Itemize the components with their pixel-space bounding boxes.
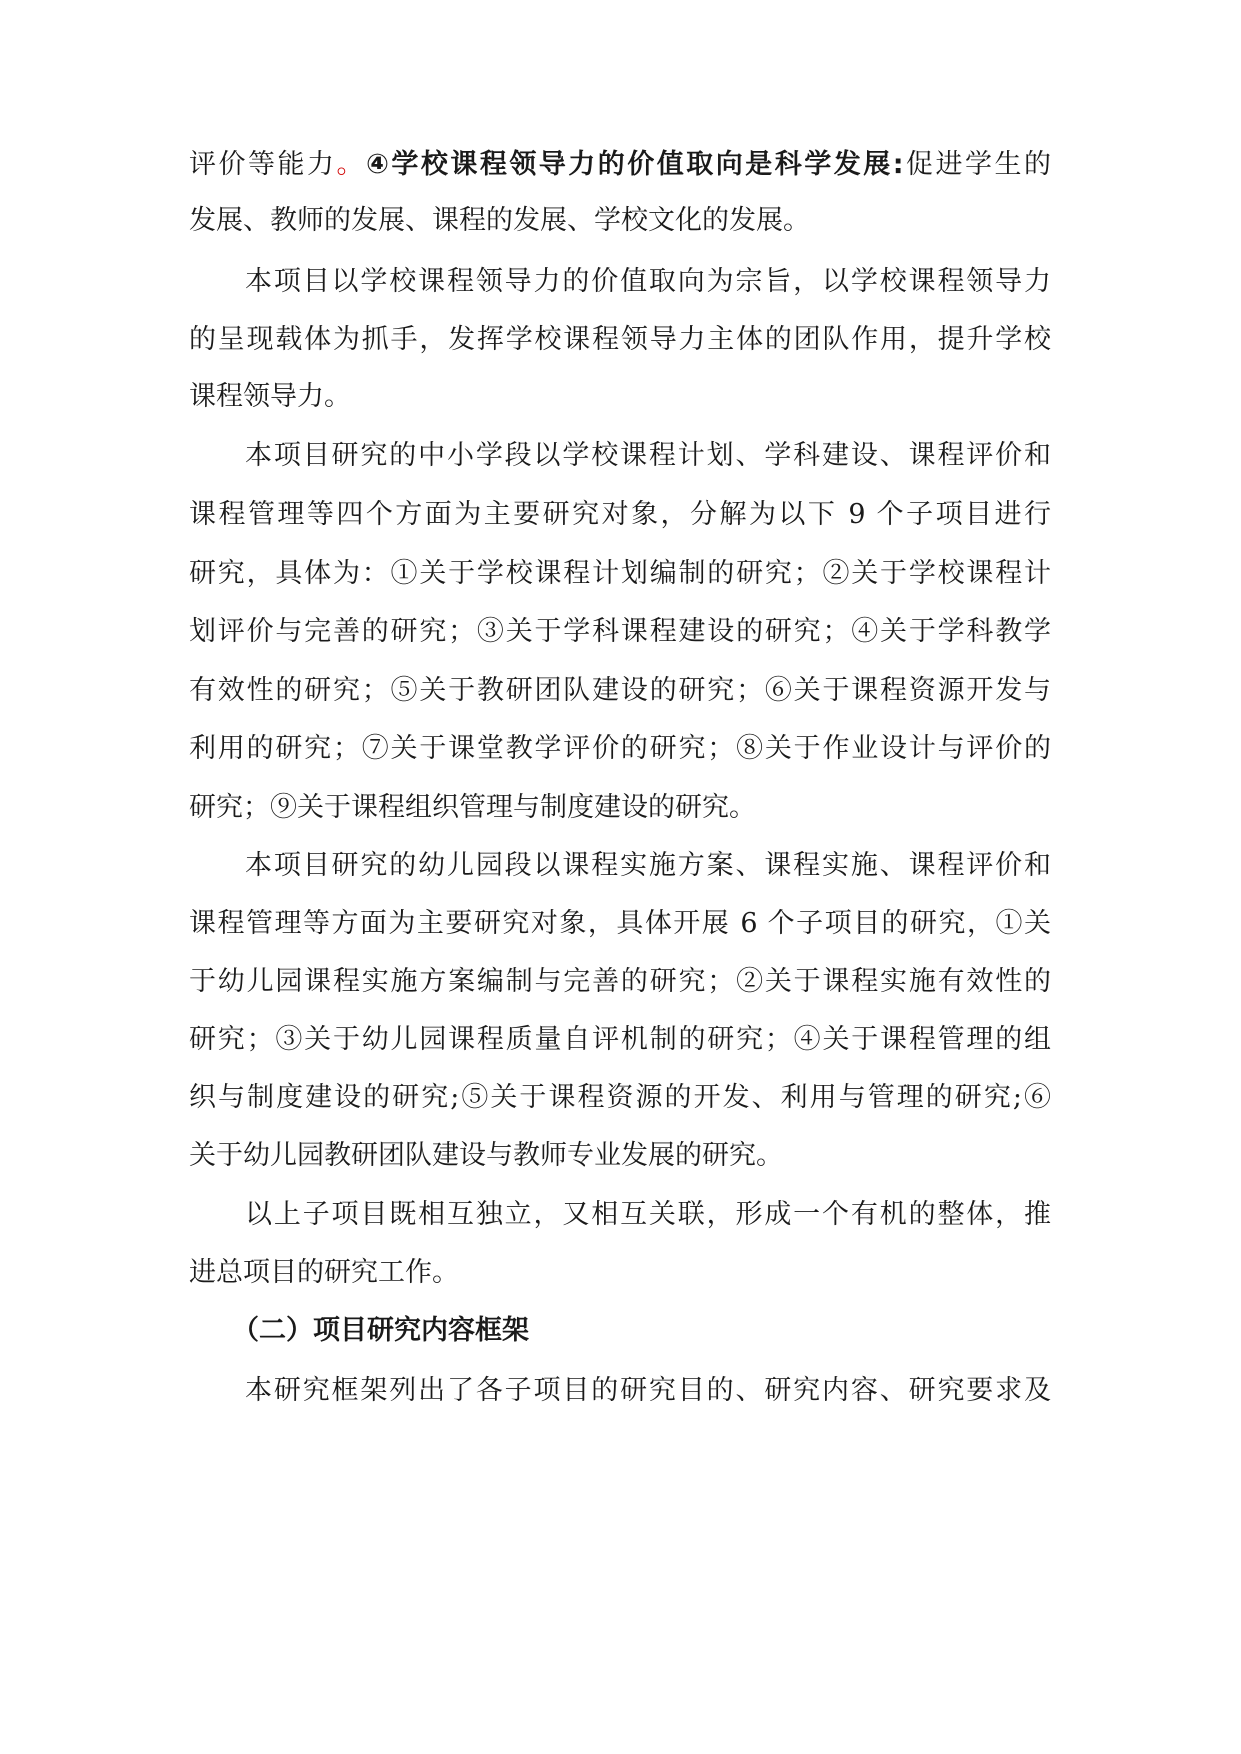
paragraph-2-line-1: 本项目以学校课程领导力的价值取向为宗旨，以学校课程领导力 xyxy=(245,266,1051,297)
text-run: 评价等能力 xyxy=(189,149,337,180)
paragraph-3-line-7: 研究；⑨关于课程组织管理与制度建设的研究。 xyxy=(189,792,756,823)
paragraph-3-line-2: 课程管理等四个方面为主要研究对象，分解为以下 9 个子项目进行 xyxy=(189,499,1051,530)
paragraph-1-line-1 xyxy=(189,141,1051,189)
paragraph-4-line-1: 本项目研究的幼儿园段以课程实施方案、课程实施、课程评价和 xyxy=(245,850,1051,881)
paragraph-4-line-2: 课程管理等方面为主要研究对象，具体开展 6 个子项目的研究，①关 xyxy=(189,908,1051,939)
paragraph-2-line-2: 的呈现载体为抓手，发挥学校课程领导力主体的团队作用，提升学校 xyxy=(189,324,1051,355)
bold-emphasis: ④学校课程领导力的价值取向是科学发展: xyxy=(365,149,904,180)
paragraph-3-line-6: 利用的研究；⑦关于课堂教学评价的研究；⑧关于作业设计与评价的 xyxy=(189,733,1051,764)
paragraph-4-line-5: 织与制度建设的研究;⑤关于课程资源的开发、利用与管理的研究;⑥ xyxy=(189,1082,1051,1113)
paragraph-5-line-2: 进总项目的研究工作。 xyxy=(189,1257,459,1288)
paragraph-6-line-1: 本研究框架列出了各子项目的研究目的、研究内容、研究要求及 xyxy=(245,1375,1051,1406)
red-period-mark: 。 xyxy=(336,149,366,180)
paragraph-3-line-4: 划评价与完善的研究；③关于学科课程建设的研究；④关于学科教学 xyxy=(189,616,1051,647)
text-run: 促进学生的 xyxy=(903,149,1052,180)
paragraph-3-line-1: 本项目研究的中小学段以学校课程计划、学科建设、课程评价和 xyxy=(245,440,1051,471)
paragraph-3-line-3: 研究，具体为：①关于学校课程计划编制的研究；②关于学校课程计 xyxy=(189,558,1051,589)
paragraph-4-line-3: 于幼儿园课程实施方案编制与完善的研究；②关于课程实施有效性的 xyxy=(189,966,1051,997)
paragraph-4-line-4: 研究；③关于幼儿园课程质量自评机制的研究；④关于课程管理的组 xyxy=(189,1024,1051,1055)
paragraph-5-line-1: 以上子项目既相互独立，又相互关联，形成一个有机的整体，推 xyxy=(245,1199,1051,1230)
section-heading: （二）项目研究内容框架 xyxy=(232,1315,529,1346)
paragraph-3-line-5: 有效性的研究；⑤关于教研团队建设的研究；⑥关于课程资源开发与 xyxy=(189,675,1051,706)
paragraph-2-line-3: 课程领导力。 xyxy=(189,381,351,412)
paragraph-1-line-2: 发展、教师的发展、课程的发展、学校文化的发展。 xyxy=(189,205,810,236)
paragraph-4-line-6: 关于幼儿园教研团队建设与教师专业发展的研究。 xyxy=(189,1140,783,1171)
